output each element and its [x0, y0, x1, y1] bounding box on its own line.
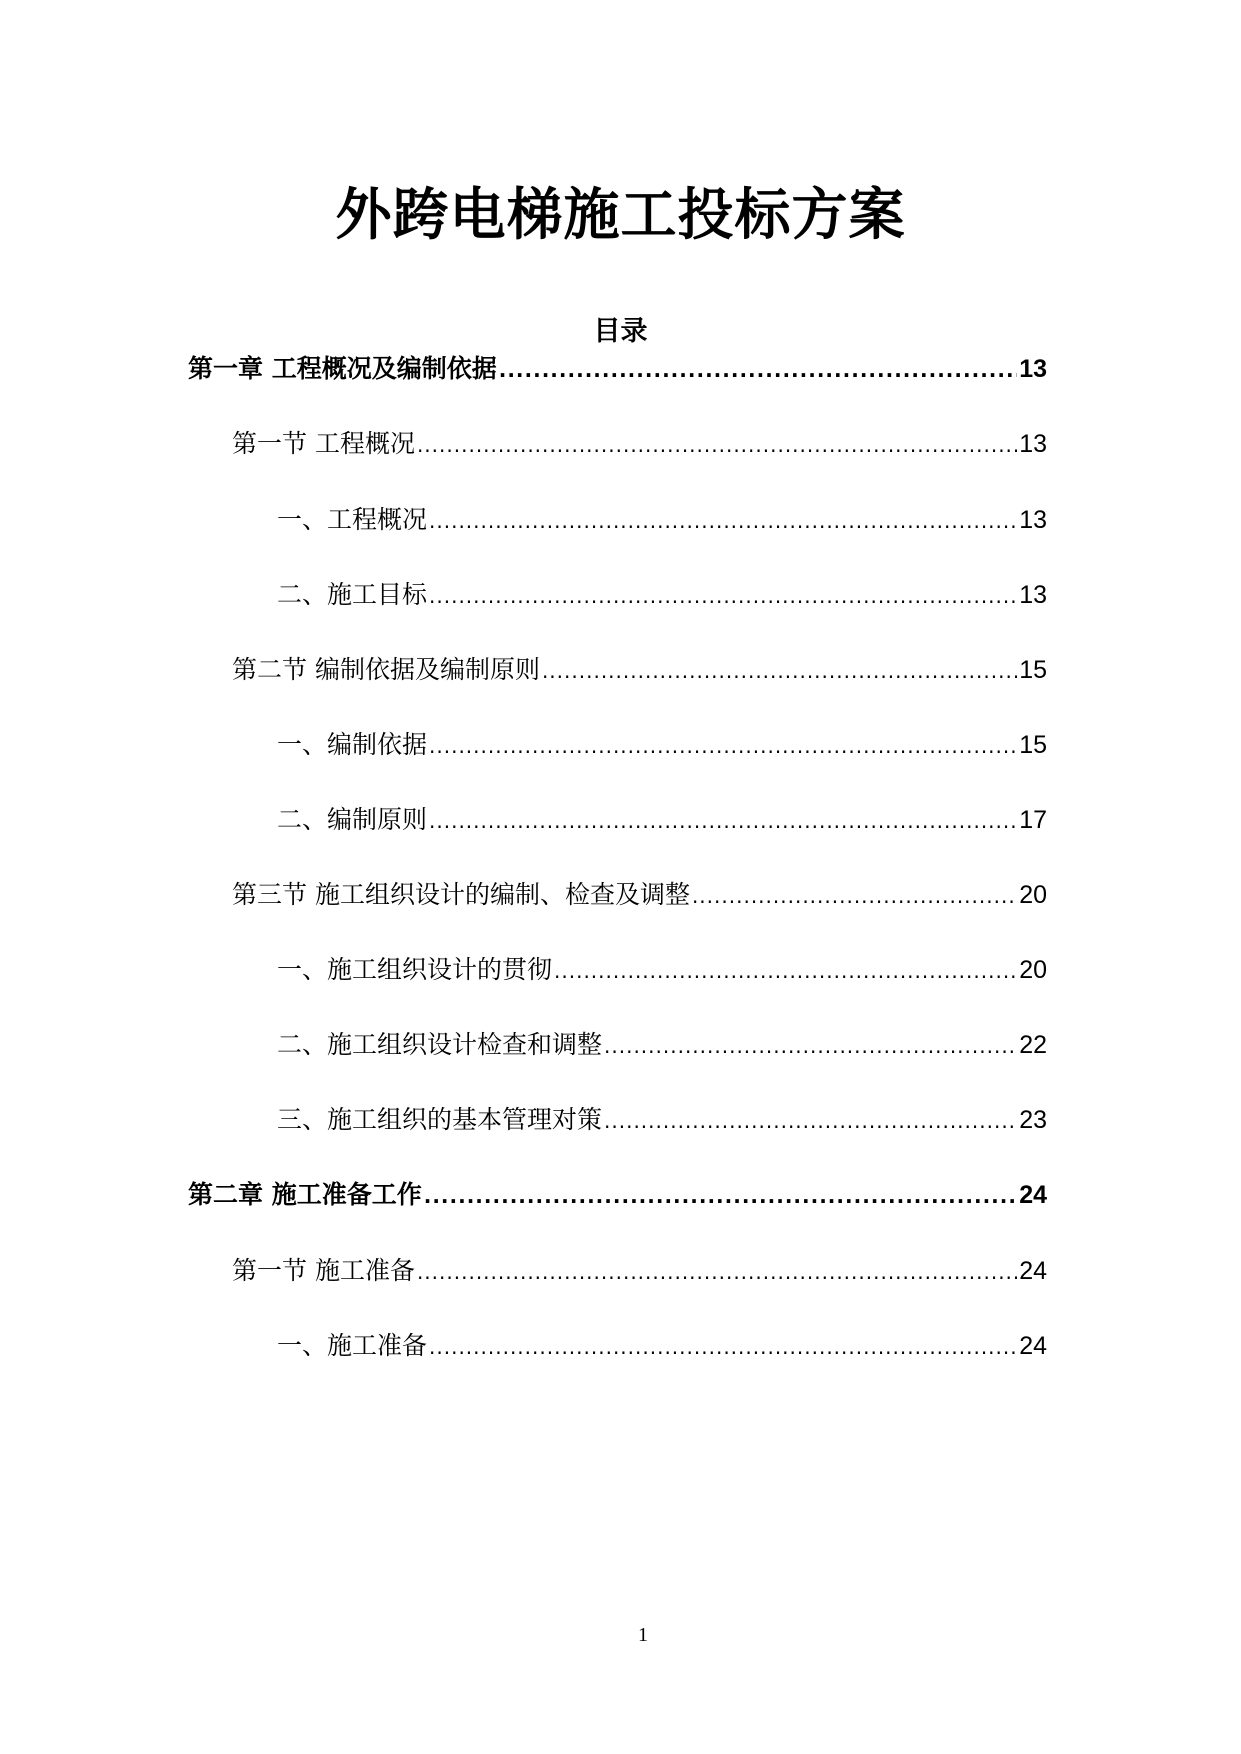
toc-leader-dots — [542, 651, 1017, 691]
toc-entry-title: 第一节 工程概况 — [232, 429, 415, 458]
toc-entry-subsection[interactable] — [277, 575, 1047, 615]
toc-entry-title: 二、施工目标 — [277, 580, 428, 609]
toc-entry-chapter-1[interactable] — [188, 349, 1047, 389]
toc-leader-dots — [554, 951, 1017, 991]
toc-entry-page: 23 — [1019, 1106, 1047, 1134]
toc-leader-dots — [429, 501, 1017, 541]
toc-leader-dots — [429, 801, 1017, 841]
toc-entry-subsection[interactable] — [277, 1025, 1047, 1065]
toc-entry-subsection[interactable] — [277, 1100, 1047, 1140]
toc-leader-dots — [424, 1176, 1017, 1216]
document-title: 外跨电梯施工投标方案 — [335, 183, 906, 248]
toc-leader-dots — [429, 1327, 1017, 1367]
page-number: 1 — [638, 1624, 648, 1646]
toc-entry-page: 15 — [1019, 656, 1047, 684]
toc-leader-dots — [417, 1252, 1017, 1292]
toc-entry-subsection[interactable] — [277, 800, 1047, 840]
toc-entry-chapter-2[interactable] — [188, 1175, 1047, 1215]
toc-entry-page: 22 — [1019, 1031, 1047, 1059]
toc-entry-page: 13 — [1019, 581, 1047, 609]
toc-entry-title: 三、施工组织的基本管理对策 — [277, 1105, 603, 1134]
toc-entry-subsection[interactable] — [277, 725, 1047, 765]
toc-leader-dots — [499, 350, 1017, 390]
toc-entry-section[interactable] — [232, 650, 1047, 690]
toc-entry-page: 17 — [1019, 806, 1047, 834]
toc-entry-page: 24 — [1019, 1257, 1047, 1285]
toc-entry-title: 二、施工组织设计检查和调整 — [277, 1030, 603, 1059]
toc-leader-dots — [429, 576, 1017, 616]
toc-entry-title: 一、编制依据 — [277, 730, 428, 759]
toc-entry-subsection[interactable] — [277, 950, 1047, 990]
toc-entry-page: 15 — [1019, 731, 1047, 759]
toc-entry-title: 第一节 施工准备 — [232, 1256, 415, 1285]
toc-entry-title: 一、工程概况 — [277, 505, 428, 534]
toc-leader-dots — [604, 1026, 1017, 1066]
toc-leader-dots — [692, 876, 1017, 916]
toc-heading: 目录 — [593, 316, 648, 347]
toc-leader-dots — [604, 1101, 1017, 1141]
toc-leader-dots — [417, 425, 1017, 465]
toc-entry-page: 13 — [1019, 355, 1047, 383]
toc-entry-page: 24 — [1019, 1332, 1047, 1360]
toc-entry-page: 20 — [1019, 881, 1047, 909]
toc-leader-dots — [429, 726, 1017, 766]
toc-entry-title: 一、施工组织设计的贯彻 — [277, 955, 553, 984]
toc-entry-page: 24 — [1019, 1181, 1047, 1209]
toc-entry-title: 第二节 编制依据及编制原则 — [232, 655, 540, 684]
toc-entry-title: 第三节 施工组织设计的编制、检查及调整 — [232, 880, 690, 909]
toc-entry-page: 20 — [1019, 956, 1047, 984]
toc-entry-title: 一、施工准备 — [277, 1331, 428, 1360]
toc-entry-page: 13 — [1019, 430, 1047, 458]
toc-entry-title: 第一章 工程概况及编制依据 — [188, 354, 497, 383]
toc-entry-title: 第二章 施工准备工作 — [188, 1180, 422, 1209]
toc-entry-subsection[interactable] — [277, 500, 1047, 540]
toc-entry-section[interactable] — [232, 1251, 1047, 1291]
toc-entry-title: 二、编制原则 — [277, 805, 428, 834]
toc-entry-section[interactable] — [232, 424, 1047, 464]
toc-entry-section[interactable] — [232, 875, 1047, 915]
toc-entry-subsection[interactable] — [277, 1326, 1047, 1366]
toc-entry-page: 13 — [1019, 506, 1047, 534]
